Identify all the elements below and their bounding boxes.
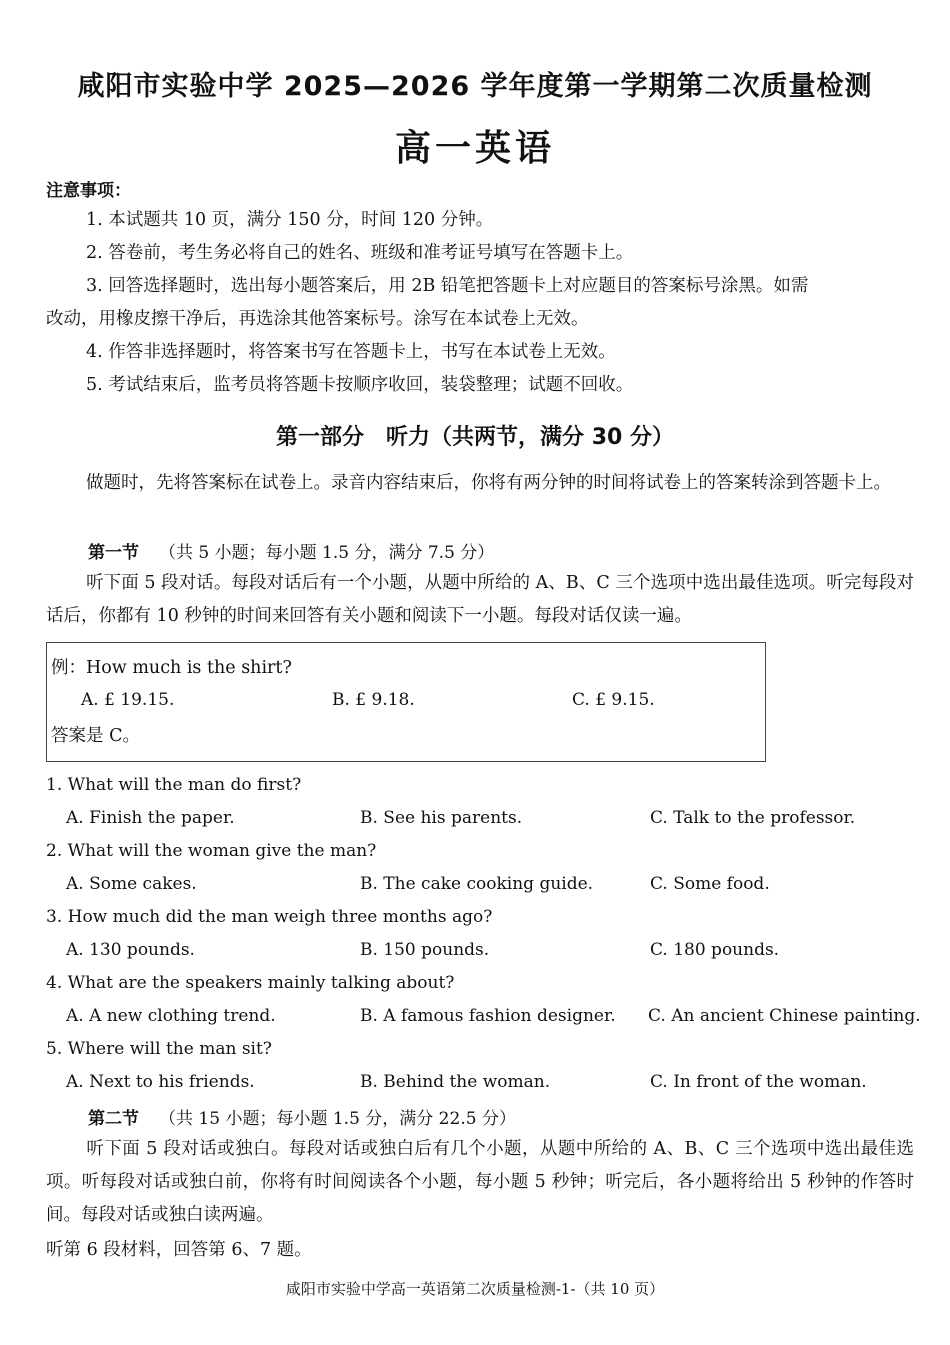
example-answer: 答案是 C。 (51, 726, 140, 746)
section-instructions (46, 1133, 914, 1232)
section-label: 第一节 (88, 543, 139, 563)
question: 4. What are the speakers mainly talking about? (46, 973, 455, 993)
option-c: C. Some food. (650, 874, 770, 894)
question: 3. How much did the man weigh three months ago? (46, 907, 493, 927)
option-c: C. Talk to the professor. (650, 808, 856, 828)
section-instructions (46, 567, 914, 633)
option-c: C. In front of the woman. (650, 1072, 867, 1092)
notice-heading: 注意事项： (46, 181, 131, 201)
section-heading (88, 538, 494, 563)
section-instructions-text: 听下面 5 段对话或独白。每段对话或独白后有几个小题，从题中所给的 A、B、C 三个选项中选出最佳选项。听每段对话或独白前，你将有时间阅读各个小题，每小题 5 秒钟；听完后，各小题将给出 5 秒钟的作答时间。每段对话或独白读两遍。 (46, 1139, 914, 1225)
option-a: A. 130 pounds. (66, 940, 195, 960)
option-a: A. Next to his friends. (66, 1072, 255, 1092)
section-info: （共 15 小题；每小题 1.5 分，满分 22.5 分） (159, 1109, 516, 1129)
section-label: 第二节 (88, 1109, 139, 1129)
part-intro (46, 467, 914, 500)
option-a: A. A new clothing trend. (66, 1006, 276, 1026)
question: 2. What will the woman give the man? (46, 841, 377, 861)
page-footer: 咸阳市实验中学高一英语第二次质量检测-1-（共 10 页） (285, 1280, 665, 1298)
example-option-a: A. £ 19.15. (81, 690, 175, 710)
option-b: B. Behind the woman. (360, 1072, 551, 1092)
example-question: 例：How much is the shirt? (51, 658, 292, 678)
notice-item: 3. 回答选择题时，选出每小题答案后，用 2B 铅笔把答题卡上对应题目的答案标号涂黑。如需 (86, 276, 809, 296)
part-title: 第一部分 听力（共两节，满分 30 分） (276, 425, 674, 450)
material-instruction: 听第 6 段材料，回答第 6、7 题。 (46, 1240, 312, 1260)
option-c: C. 180 pounds. (650, 940, 780, 960)
section-info: （共 5 小题；每小题 1.5 分，满分 7.5 分） (159, 543, 495, 563)
example-box (46, 642, 766, 762)
question: 5. Where will the man sit? (46, 1039, 272, 1059)
notice-item: 5. 考试结束后，监考员将答题卡按顺序收回，装袋整理；试题不回收。 (86, 375, 634, 395)
notice-item-continued: 改动，用橡皮擦干净后，再选涂其他答案标号。涂写在本试卷上无效。 (46, 309, 589, 329)
notice-item: 4. 作答非选择题时，将答案书写在答题卡上，书写在本试卷上无效。 (86, 342, 616, 362)
exam-title: 咸阳市实验中学 2025—2026 学年度第一学期第二次质量检测 (77, 71, 873, 102)
part-intro-text: 做题时，先将答案标在试卷上。录音内容结束后，你将有两分钟的时间将试卷上的答案转涂到答题卡上。 (86, 473, 891, 493)
option-b: B. 150 pounds. (360, 940, 490, 960)
option-b: B. See his parents. (360, 808, 523, 828)
example-option-c: C. £ 9.15. (572, 690, 655, 710)
example-option-b: B. £ 9.18. (332, 690, 415, 710)
option-b: B. The cake cooking guide. (360, 874, 594, 894)
option-c: C. An ancient Chinese painting. (648, 1006, 921, 1026)
option-b: B. A famous fashion designer. (360, 1006, 616, 1026)
section-heading (88, 1104, 516, 1129)
notice-item: 1. 本试题共 10 页，满分 150 分，时间 120 分钟。 (86, 210, 494, 230)
subject-title: 高一英语 (394, 128, 555, 169)
notice-item: 2. 答卷前，考生务必将自己的姓名、班级和准考证号填写在答题卡上。 (86, 243, 634, 263)
option-a: A. Finish the paper. (66, 808, 235, 828)
option-a: A. Some cakes. (66, 874, 197, 894)
question: 1. What will the man do first? (46, 775, 302, 795)
section-instructions-text: 听下面 5 段对话。每段对话后有一个小题，从题中所给的 A、B、C 三个选项中选出最佳选项。听完每段对话后，你都有 10 秒钟的时间来回答有关小题和阅读下一小题。每段对话仅读一遍。 (46, 573, 914, 626)
